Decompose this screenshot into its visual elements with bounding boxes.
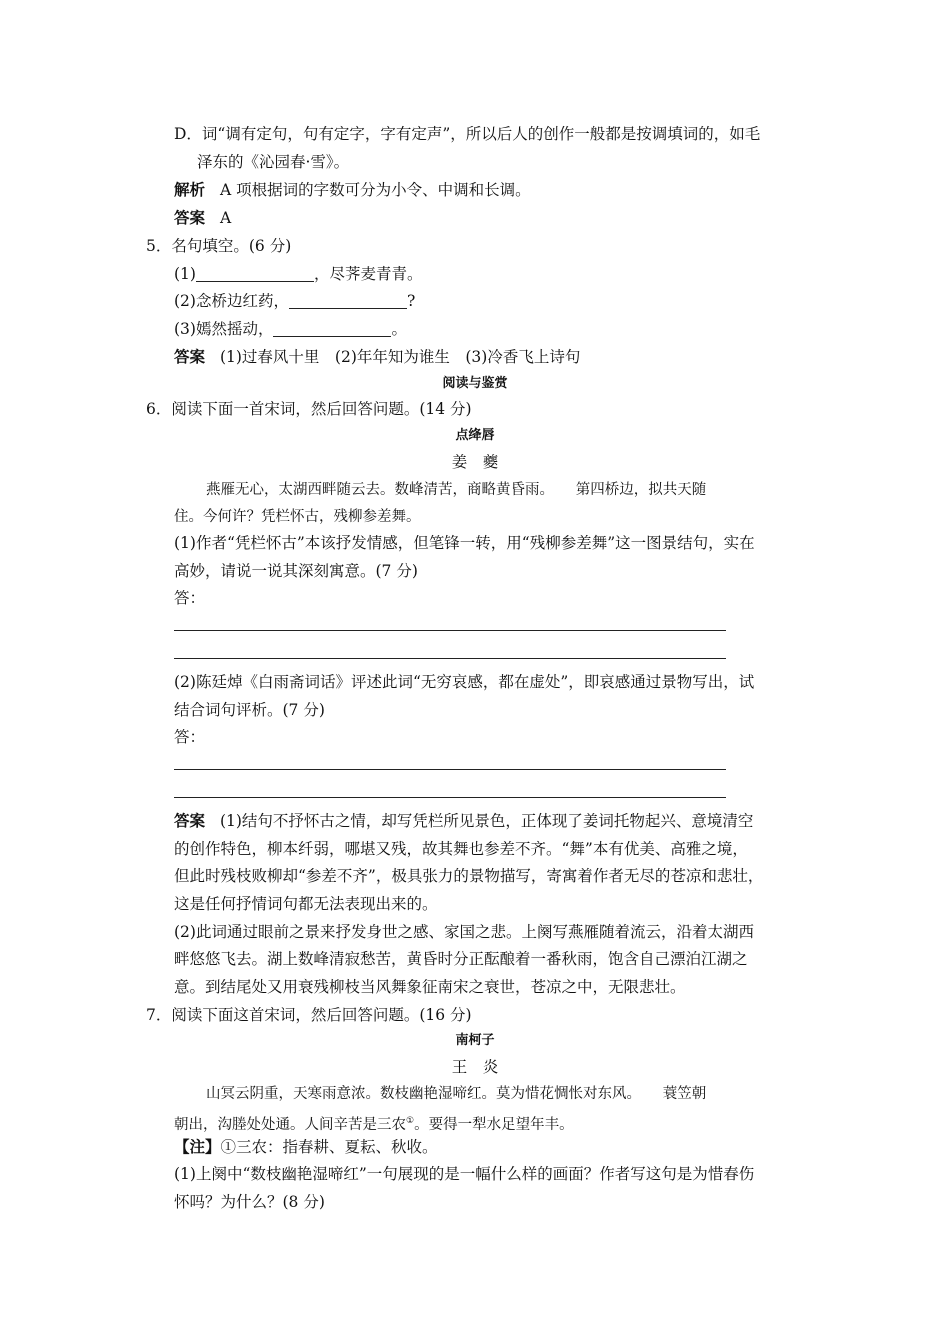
q7-stem: 7．阅读下面这首宋词，然后回答问题。(16 分)	[146, 1006, 472, 1024]
q4-option-d-line2: 泽东的《沁园春·雪》。	[197, 153, 350, 171]
fill-blank[interactable]	[273, 320, 391, 337]
q7-sub1-line2: 怀吗？为什么？(8 分)	[174, 1193, 325, 1211]
q5-item1-prefix: (1)	[174, 265, 196, 283]
q6-answer2-line2: 畔悠悠飞去。湖上数峰清寂愁苦，黄昏时分正酝酿着一番秋雨，饱含自己漂泊江湖之	[174, 950, 748, 968]
q6-answer-line4: 这是任何抒情词句都无法表现出来的。	[174, 895, 438, 913]
q5-item2	[174, 290, 415, 312]
q6-sub2-line1: (2)陈廷焯《白雨斋词话》评述此词“无穷哀感，都在虚处”，即哀感通过景物写出，试	[174, 673, 755, 691]
q5-stem: 5．名句填空。(6 分)	[146, 237, 292, 255]
q7-poem-line2	[174, 1110, 574, 1136]
q7-poem-title: 南柯子	[455, 1033, 495, 1048]
answer-label: 答案	[174, 208, 206, 227]
q7-sub1-line1: (1)上阕中“数枝幽艳湿啼红”一句展现的是一幅什么样的画面？作者写这句是为惜春伤	[174, 1165, 755, 1183]
q7-poem-line1: 山冥云阴重，天寒雨意浓。数枝幽艳湿啼红。莫为惜花惆怅对东风。 蓑笠朝	[206, 1086, 707, 1102]
q7-poem-line2-part2: 。要得一犁水足望年丰。	[414, 1116, 574, 1133]
answer-label: 答案	[174, 811, 206, 830]
answer-text: (1)过春风十里 (2)年年知为谁生 (3)冷香飞上诗句	[219, 348, 581, 366]
section-title: 阅读与鉴赏	[442, 376, 508, 391]
q5-item3-prefix: (3)嫣然摇动，	[174, 320, 274, 338]
q5-item1-suffix: ，尽荠麦青青。	[313, 265, 423, 283]
q7-poem-line2-part1: 朝出，沟塍处处通。人间辛苦是三农	[174, 1116, 406, 1133]
q5-item3	[174, 318, 407, 340]
q6-answer-prompt-2: 答：	[174, 728, 206, 746]
q4-analysis	[174, 179, 531, 201]
answer-line[interactable]	[174, 658, 726, 659]
analysis-label: 解析	[174, 180, 206, 199]
q7-poem-author: 王 炎	[451, 1058, 499, 1076]
note-label: 【注】	[174, 1137, 221, 1156]
q6-poem-title: 点绛唇	[455, 428, 495, 443]
q6-sub1-line1: (1)作者“凭栏怀古”本该抒发情感，但笔锋一转，用“残柳参差舞”这一图景结句，实在	[174, 534, 755, 552]
analysis-text: A 项根据词的字数可分为小令、中调和长调。	[219, 181, 531, 199]
q6-answer2-line1: (2)此词通过眼前之景来抒发身世之感、家国之悲。上阕写燕雁随着流云，沿着太湖西	[174, 923, 754, 941]
q6-answer-prompt-1: 答：	[174, 589, 206, 607]
q7-note	[174, 1136, 438, 1158]
fill-blank[interactable]	[196, 265, 314, 282]
q4-answer	[174, 207, 231, 229]
answer-line[interactable]	[174, 797, 726, 798]
q6-answer-line1	[174, 810, 753, 832]
q6-poem-author: 姜 夔	[451, 453, 499, 471]
q5-item2-suffix: ?	[406, 292, 416, 310]
q6-sub1-line2: 高妙，请说一说其深刻寓意。(7 分)	[174, 562, 418, 580]
q6-sub2-line2: 结合词句评析。(7 分)	[174, 701, 325, 719]
note-text: ①三农：指春耕、夏耘、秋收。	[220, 1138, 438, 1156]
answer-text: (1)结句不抒怀古之情，却写凭栏所见景色，正体现了姜词托物起兴、意境清空	[219, 812, 754, 830]
q5-item2-prefix: (2)念桥边红药，	[174, 292, 289, 310]
answer-label: 答案	[174, 347, 206, 366]
q4-option-d-line1: D．词“调有定句，句有定字，字有定声”，所以后人的创作一般都是按调填词的，如毛	[174, 125, 761, 143]
footnote-marker: ①	[406, 1116, 415, 1126]
q6-stem: 6．阅读下面一首宋词，然后回答问题。(14 分)	[146, 400, 472, 418]
q6-answer-line3: 但此时残枝败柳却“参差不齐”，极具张力的景物描写，寄寓着作者无尽的苍凉和悲壮，	[174, 867, 764, 885]
q6-answer2-line3: 意。到结尾处又用衰残柳枝当风舞象征南宋之衰世，苍凉之中，无限悲壮。	[174, 978, 686, 996]
answer-line[interactable]	[174, 630, 726, 631]
q6-poem-line2: 住。今何许？凭栏怀古，残柳参差舞。	[174, 509, 421, 525]
q5-item3-suffix: 。	[391, 320, 407, 338]
q6-poem-line1: 燕雁无心，太湖西畔随云去。数峰清苦，商略黄昏雨。 第四桥边，拟共天随	[206, 482, 707, 498]
q6-answer-line2: 的创作特色，柳本纤弱，哪堪又残，故其舞也参差不齐。“舞”本有优美、高雅之境，	[174, 840, 748, 858]
fill-blank[interactable]	[289, 292, 407, 309]
answer-text: A	[219, 209, 232, 227]
q5-answer	[174, 346, 580, 368]
q5-item1	[174, 263, 422, 285]
answer-line[interactable]	[174, 769, 726, 770]
